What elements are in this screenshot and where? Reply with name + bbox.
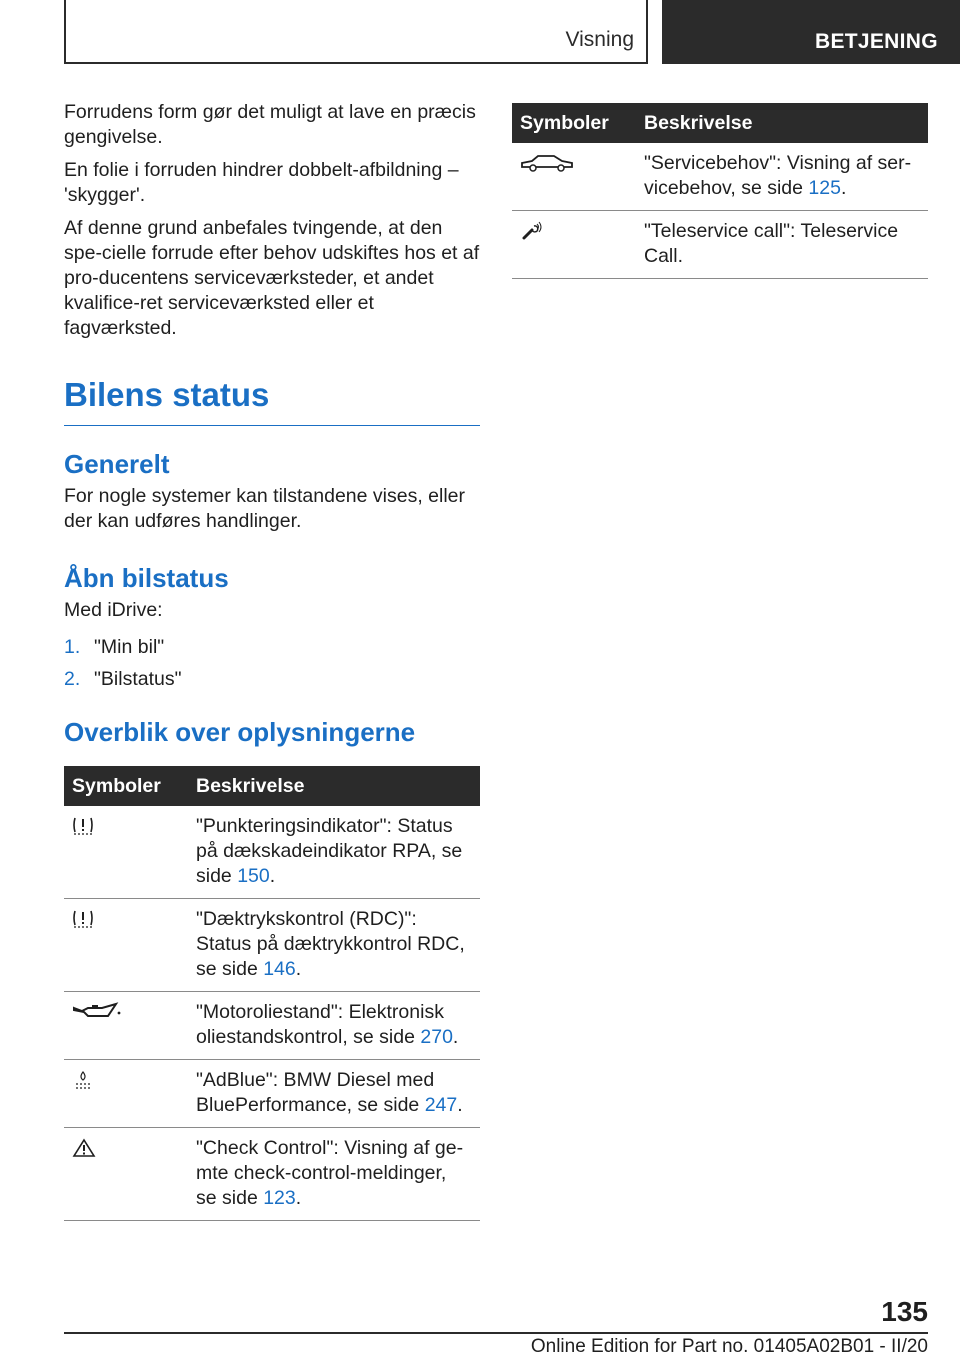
table-row	[64, 1128, 480, 1221]
open-status-heading: Åbn bilstatus	[64, 563, 229, 593]
symbols-table-continued	[512, 103, 928, 279]
row-description: "Dæktrykskontrol (RDC)": Status på dæktrykkontrol RDC, se side 146.	[188, 899, 480, 992]
page-number: 135	[881, 1296, 928, 1327]
overview-heading: Overblik over oplysningerne	[64, 717, 416, 747]
left-column	[64, 100, 480, 1221]
steps-list	[64, 635, 480, 692]
right-column	[512, 103, 928, 279]
header-chapter-title: BETJENING	[815, 30, 938, 53]
row-description: "Punkteringsindikator": Status på dækskadeindikator RPA, se side 150.	[188, 806, 480, 899]
table-row	[64, 1060, 480, 1128]
step-label: "Bilstatus"	[94, 668, 182, 690]
row-description: "Servicebehov": Visning af ser-vicebehov, se side 125.	[636, 143, 928, 211]
row-description: "Motoroliestand": Elektronisk oliestandskontrol, se side 270.	[188, 992, 480, 1060]
table-row	[64, 899, 480, 992]
footer-divider	[64, 1332, 928, 1334]
intro-paragraph-1: Forrudens form gør det muligt at lave en præcis gengivelse.	[64, 101, 476, 148]
row-description: "AdBlue": BMW Diesel med BluePerformance, se side 247.	[188, 1060, 480, 1128]
table-row	[64, 806, 480, 899]
car-service-icon	[512, 143, 636, 211]
tire-warning-icon	[64, 899, 188, 992]
oil-can-icon	[64, 992, 188, 1060]
page-link[interactable]: 146	[263, 958, 296, 980]
footer-edition: Online Edition for Part no. 01405A02B01 - II/20	[530, 1336, 928, 1357]
page-link[interactable]: 150	[237, 865, 270, 887]
warning-triangle-icon	[64, 1128, 188, 1221]
page-link[interactable]: 123	[263, 1187, 296, 1209]
intro-paragraph-2: En folie i forruden hindrer dobbelt-afbildning – 'skygger'.	[64, 159, 459, 206]
list-item	[64, 667, 480, 692]
table-header-row	[512, 103, 928, 143]
table-row	[64, 992, 480, 1060]
tire-warning-icon	[64, 806, 188, 899]
table-row	[512, 143, 928, 211]
step-number: 1.	[64, 636, 81, 658]
column-header-description: Beskrivelse	[188, 766, 480, 806]
header-section-title: Visning	[565, 28, 634, 51]
column-header-symbols: Symboler	[64, 766, 188, 806]
table-row	[512, 211, 928, 279]
column-header-symbols: Symboler	[512, 103, 636, 143]
chapter-title: Bilens status	[64, 375, 480, 426]
page-link[interactable]: 270	[420, 1026, 453, 1048]
column-header-description: Beskrivelse	[636, 103, 928, 143]
table-header-row	[64, 766, 480, 806]
generelt-text: For nogle systemer kan tilstandene vises, eller der kan udføres handlinger.	[64, 485, 466, 532]
open-status-text: Med iDrive:	[64, 599, 163, 621]
page-link[interactable]: 125	[808, 177, 841, 199]
row-description: "Teleservice call": Teleservice Call.	[636, 211, 928, 279]
adblue-icon	[64, 1060, 188, 1128]
step-number: 2.	[64, 668, 81, 690]
generelt-heading: Generelt	[64, 449, 170, 479]
wrench-call-icon	[512, 211, 636, 279]
header-section-box	[64, 0, 648, 64]
intro-paragraph-3: Af denne grund anbefales tvingende, at den spe-cielle forrude efter behov udskiftes hos et af pro-ducentens serviceværksteder, et andet kvalifice-ret serviceværksted eller et fagværksted.	[64, 217, 480, 339]
step-label: "Min bil"	[94, 636, 165, 658]
list-item	[64, 635, 480, 660]
page-link[interactable]: 247	[424, 1094, 458, 1116]
row-description: "Check Control": Visning af ge-mte check-control-meldinger, se side 123.	[188, 1128, 480, 1221]
header-chapter-tab	[662, 0, 960, 64]
overview-table	[64, 766, 480, 1221]
